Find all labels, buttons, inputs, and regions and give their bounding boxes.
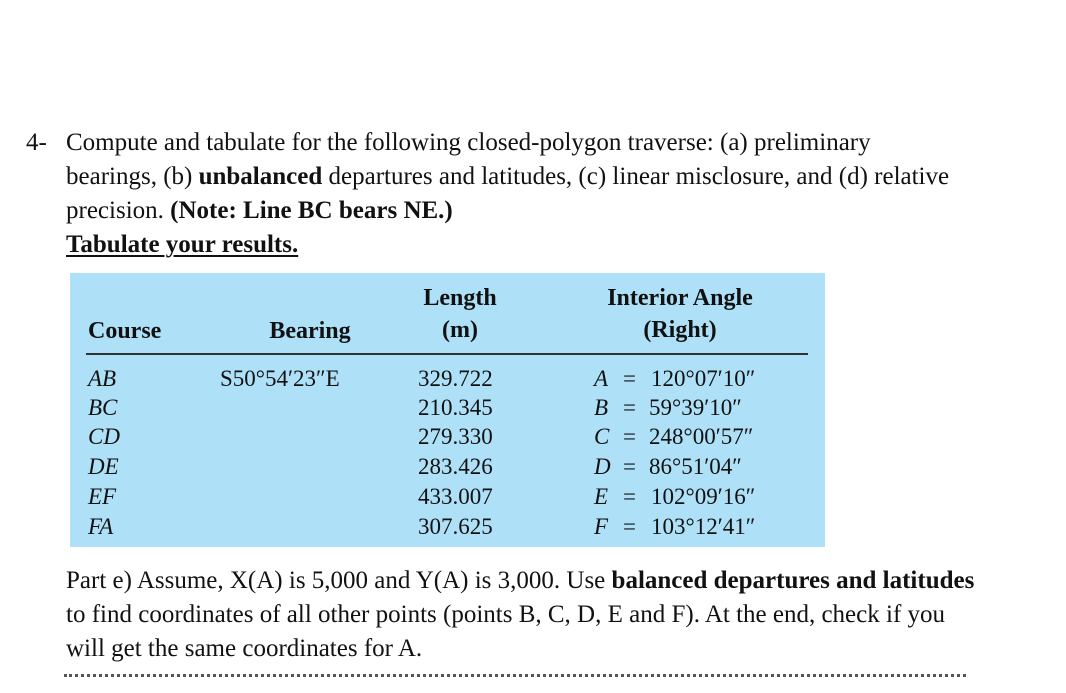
row-ab-equals: = bbox=[623, 366, 636, 391]
problem-text-part-1: Compute and tabulate for the following closed-polygon traverse: (a) preliminary bearings, (b) bbox=[66, 129, 871, 190]
row-bc-angle-value: 59°39′10″ bbox=[649, 395, 742, 420]
row-bc-equals: = bbox=[623, 395, 636, 420]
header-angle-line2: (Right) bbox=[643, 317, 717, 343]
row-cd-angle-label: C bbox=[594, 424, 610, 449]
row-ef-course: EF bbox=[88, 484, 117, 509]
row-ef-angle-label: E bbox=[594, 484, 609, 509]
header-bearing: Bearing bbox=[269, 318, 351, 344]
header-length-line1: Length bbox=[423, 285, 497, 311]
problem-statement bbox=[66, 126, 966, 262]
row-bc-course: BC bbox=[88, 395, 118, 420]
row-ef-equals: = bbox=[623, 484, 636, 509]
row-ab-course: AB bbox=[88, 366, 117, 391]
row-de-angle-value: 86°51′04″ bbox=[649, 454, 742, 479]
row-fa-angle-value: 103°12′41″ bbox=[651, 514, 756, 539]
row-ab-angle-value: 120°07′10″ bbox=[651, 366, 756, 391]
problem-number: 4- bbox=[26, 129, 47, 156]
problem-text-part-2: departures and latitudes, (c) linear misclosure, and (d) relative precision. bbox=[66, 163, 950, 224]
tabulate-instruction: Tabulate your results. bbox=[66, 231, 299, 258]
row-bc-angle-label: B bbox=[594, 395, 609, 420]
row-fa-equals: = bbox=[623, 514, 636, 539]
row-ef-length: 433.007 bbox=[418, 484, 493, 509]
row-fa-length: 307.625 bbox=[418, 514, 493, 539]
problem-emphasis-unbalanced: unbalanced bbox=[198, 163, 323, 190]
row-cd-length: 279.330 bbox=[418, 424, 493, 449]
part-e-text bbox=[66, 564, 986, 666]
row-ab-bearing: S50°54′23″E bbox=[220, 366, 340, 391]
part-e-text-part-1: Part e) Assume, X(A) is 5,000 and Y(A) is 3,000. Use bbox=[66, 567, 612, 594]
row-fa-course: FA bbox=[88, 514, 114, 539]
header-course: Course bbox=[88, 318, 162, 344]
traverse-table bbox=[70, 273, 825, 547]
problem-note: (Note: Line BC bears NE.) bbox=[170, 197, 453, 224]
header-divider bbox=[86, 353, 808, 355]
row-de-length: 283.426 bbox=[418, 454, 493, 479]
row-de-equals: = bbox=[623, 454, 636, 479]
part-e-emphasis: balanced departures and latitudes bbox=[611, 567, 975, 594]
part-e-text-part-2: to find coordinates of all other points (points B, C, D, E and F). At the end, check if you will get the same coordinates for A. bbox=[66, 601, 946, 662]
row-de-course: DE bbox=[88, 454, 119, 479]
row-ab-length: 329.722 bbox=[418, 366, 493, 391]
header-length-line2: (m) bbox=[442, 317, 478, 343]
problem-text bbox=[66, 126, 966, 228]
row-fa-angle-label: F bbox=[594, 514, 609, 539]
row-cd-equals: = bbox=[623, 424, 636, 449]
row-ab-angle-label: A bbox=[594, 366, 609, 391]
row-cd-angle-value: 248°00′57″ bbox=[649, 424, 754, 449]
row-ef-angle-value: 102°09′16″ bbox=[651, 484, 756, 509]
answer-dotted-line bbox=[64, 671, 966, 677]
row-cd-course: CD bbox=[88, 424, 120, 449]
row-bc-length: 210.345 bbox=[418, 395, 493, 420]
row-de-angle-label: D bbox=[594, 454, 611, 479]
header-angle-line1: Interior Angle bbox=[607, 285, 753, 311]
